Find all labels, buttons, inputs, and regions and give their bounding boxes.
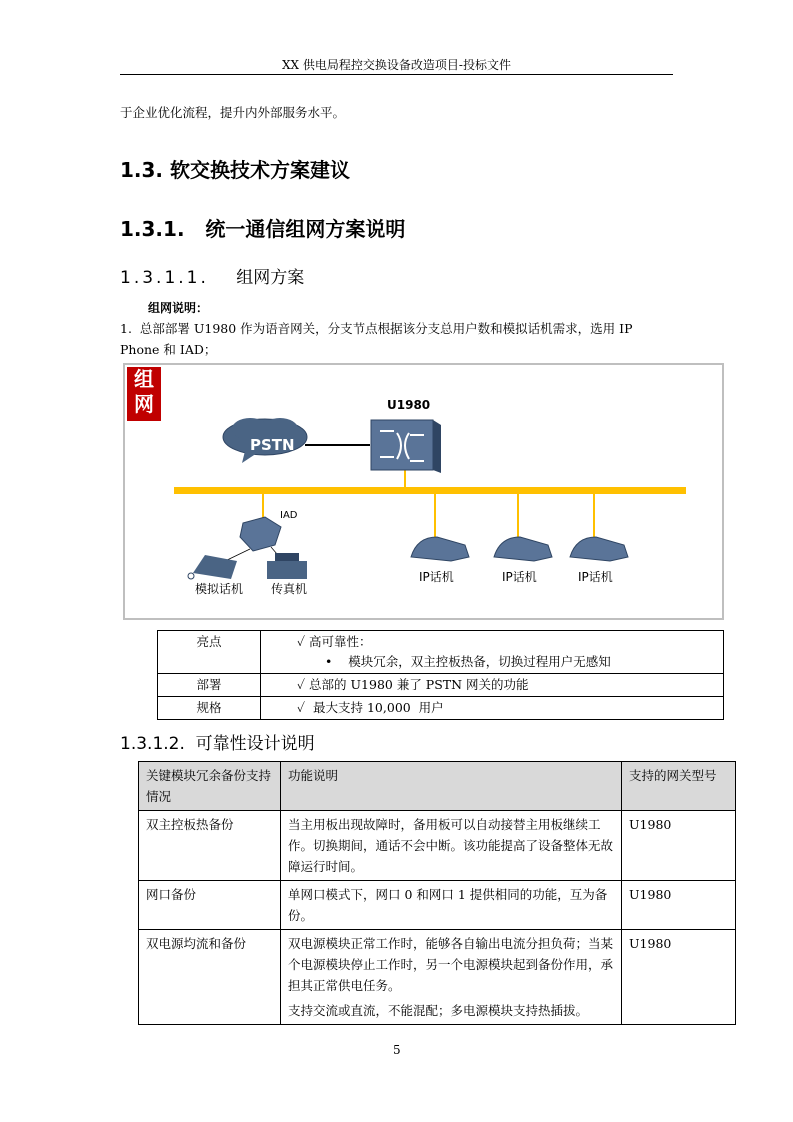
network-bus: [174, 487, 686, 494]
u1980-label: U1980: [387, 398, 431, 412]
ip-phone-label: IP话机: [419, 570, 454, 584]
network-note-line1: 1. 总部部署 U1980 作为语音网关，分支节点根据该分支总用户数和模拟话机需求，选用 IP: [120, 321, 633, 336]
table-row: [139, 881, 736, 930]
model-cell: U1980: [622, 811, 736, 881]
heading-title: 组网方案: [236, 268, 305, 288]
summary-table: [157, 630, 724, 720]
check-item: ✓ 总部的 U1980 兼了 PSTN 网关的功能: [297, 677, 529, 692]
page-header: XX 供电局程控交换设备改造项目-投标文件: [282, 58, 511, 72]
module-cell: 双电源均流和备份: [139, 930, 281, 1025]
row-content: [261, 631, 724, 674]
row-label: 部署: [158, 674, 261, 697]
check-item: ✓ 高可靠性：: [297, 634, 372, 649]
analog-phone-label: 模拟话机: [195, 582, 244, 596]
pstn-label: PSTN: [250, 436, 295, 454]
bullet-item: • 模块冗余，双主控板热备，切换过程用户无感知: [325, 654, 611, 669]
section-heading-1-3: 1.3. 软交换技术方案建议: [120, 158, 350, 182]
network-note-label: 组网说明：: [148, 301, 209, 315]
column-header: 功能说明: [281, 762, 622, 811]
description-paragraph: 支持交流或直流，不能混配；多电源模块支持热插拔。: [288, 1003, 589, 1018]
header-rule: [120, 74, 673, 75]
section-heading-1-3-1-2: 1.3.1.2. 可靠性设计说明: [120, 734, 315, 754]
ip-phone-icon: [411, 537, 469, 561]
page-number: 5: [393, 1043, 401, 1057]
reliability-table: [138, 761, 736, 1025]
network-note-line2: Phone 和 IAD；: [120, 342, 217, 357]
description-cell: [281, 930, 622, 1025]
iad-label: IAD: [280, 510, 298, 521]
module-cell: 双主控板热备份: [139, 811, 281, 881]
row-content: [261, 674, 724, 697]
iad-icon: [223, 517, 283, 562]
row-content: [261, 697, 724, 720]
description-cell: 单网口模式下，网口 0 和网口 1 提供相同的功能，互为备份。: [281, 881, 622, 930]
heading-number: 1.3.1.1.: [120, 268, 209, 288]
fax-icon: [267, 553, 307, 579]
model-cell: U1980: [622, 930, 736, 1025]
check-item: ✓ 最大支持 10,000 用户: [297, 700, 444, 715]
table-header-row: [139, 762, 736, 811]
model-cell: U1980: [622, 881, 736, 930]
table-row: [139, 811, 736, 881]
table-row: [139, 930, 736, 1025]
table-row: [158, 631, 724, 674]
ip-phone-label: IP话机: [578, 570, 613, 584]
column-header: 关键模块冗余备份支持情况: [139, 762, 281, 811]
intro-paragraph: 于企业优化流程，提升内外部服务水平。: [120, 105, 346, 120]
network-diagram: [123, 363, 724, 620]
badge-char: 网: [134, 392, 154, 416]
ip-phone-icon: [570, 537, 628, 561]
table-row: [158, 674, 724, 697]
ip-phone-icon: [494, 537, 552, 561]
description-cell: 当主用板出现故障时，备用板可以自动接替主用板继续工作。切换期间，通话不会中断。该功能提高了设备整体无故障运行时间。: [281, 811, 622, 881]
fax-label: 传真机: [271, 582, 308, 596]
description-paragraph: 双电源模块正常工作时，能够各自输出电流分担负荷；当某个电源模块停止工作时，另一个电源模块起到备份作用，承担其正常供电任务。: [288, 936, 614, 993]
row-label: 亮点: [158, 631, 261, 674]
ip-phone-label: IP话机: [502, 570, 537, 584]
badge-char: 组: [134, 367, 154, 391]
table-row: [158, 697, 724, 720]
u1980-gateway-icon: [371, 420, 441, 473]
column-header: 支持的网关型号: [622, 762, 736, 811]
row-label: 规格: [158, 697, 261, 720]
module-cell: 网口备份: [139, 881, 281, 930]
section-heading-1-3-1: 1.3.1. 统一通信组网方案说明: [120, 217, 406, 241]
section-heading-1-3-1-1: [120, 263, 304, 288]
